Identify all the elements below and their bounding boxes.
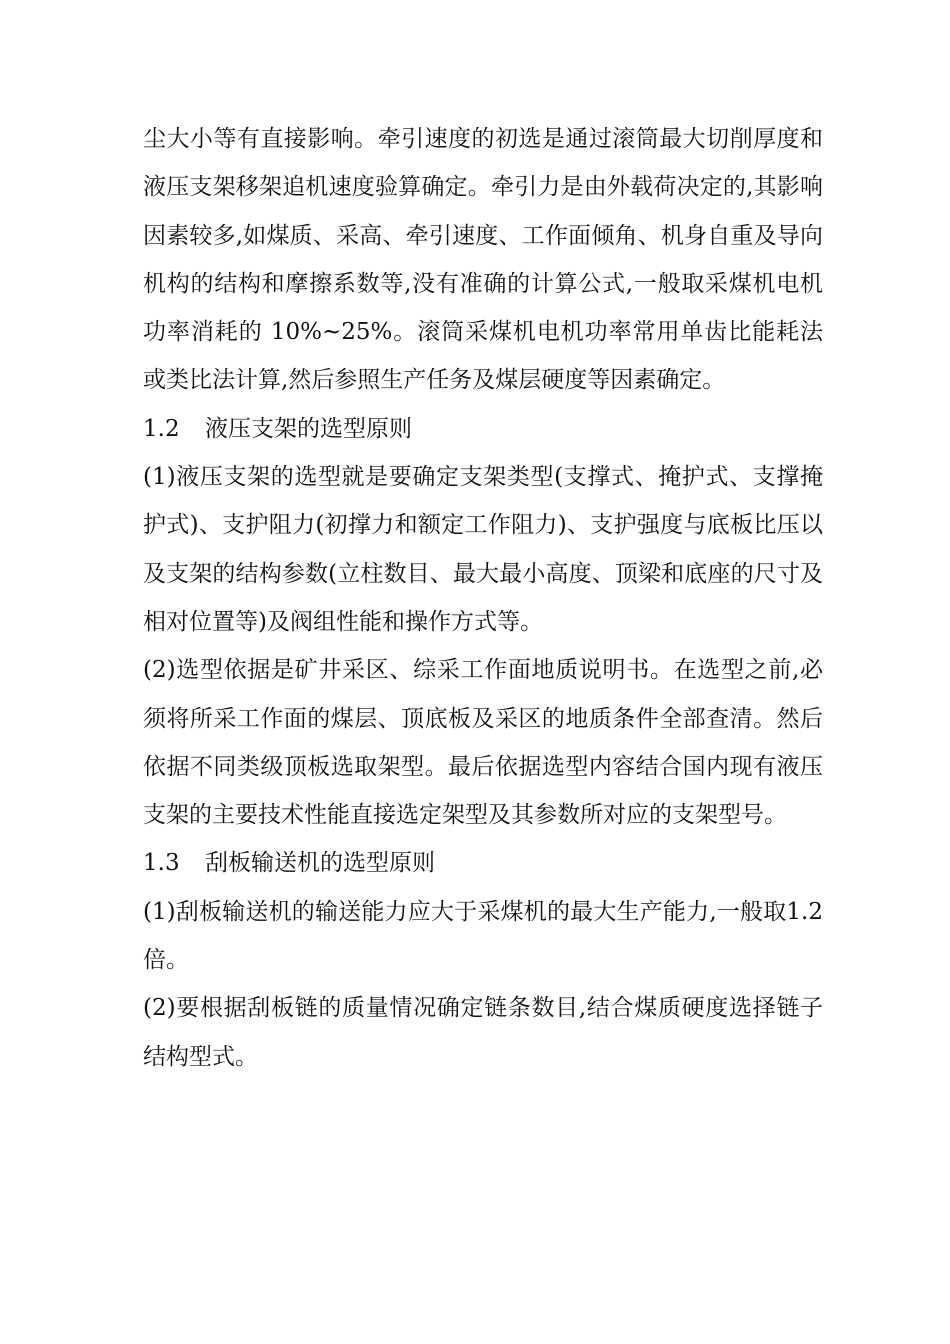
paragraph-support-item-2: (2)选型依据是矿井采区、综采工作面地质说明书。在选型之前,必须将所采工作面的煤层、顶底板及采区的地质条件全部查清。然后依据不同类级顶板选取架型。最后依据选型内容结合国内现有液压支架的主要技术性能直接选定架型及其参数所对应的支架型号。 — [143, 657, 823, 829]
section-title: 液压支架的选型原则 — [205, 415, 412, 442]
document-body — [143, 115, 823, 1081]
paragraph-conveyor-item-2: (2)要根据刮板链的质量情况确定链条数目,结合煤质硬度选择链子结构型式。 — [143, 995, 823, 1070]
section-number: 1.2 — [143, 415, 180, 442]
section-heading-1-2 — [143, 405, 823, 453]
section-number: 1.3 — [143, 850, 180, 877]
paragraph-conveyor-item-1: (1)刮板输送机的输送能力应大于采煤机的最大生产能力,一般取1.2 倍。 — [143, 898, 823, 974]
section-heading-1-3 — [143, 839, 823, 887]
paragraph-shearer-parameters: 尘大小等有直接影响。牵引速度的初选是通过滚筒最大切削厚度和液压支架移架追机速度验算确定。牵引力是由外载荷决定的,其影响因素较多,如煤质、采高、牵引速度、工作面倾角、机身自重及导向机构的结构和摩擦系数等,没有准确的计算公式,一般取采煤机电机功率消耗的 10%~25%。滚筒采煤机电机功率常用单齿比能耗法或类比法计算,然后参照生产任务及煤层硬度等因素确定。 — [143, 126, 823, 394]
paragraph-support-item-1: (1)液压支架的选型就是要确定支架类型(支撑式、掩护式、支撑掩护式)、支护阻力(初撑力和额定工作阻力)、支护强度与底板比压以及支架的结构参数(立柱数目、最大最小高度、顶梁和底座的尺寸及相对位置等)及阀组性能和操作方式等。 — [143, 464, 823, 635]
section-title: 刮板输送机的选型原则 — [205, 850, 435, 877]
